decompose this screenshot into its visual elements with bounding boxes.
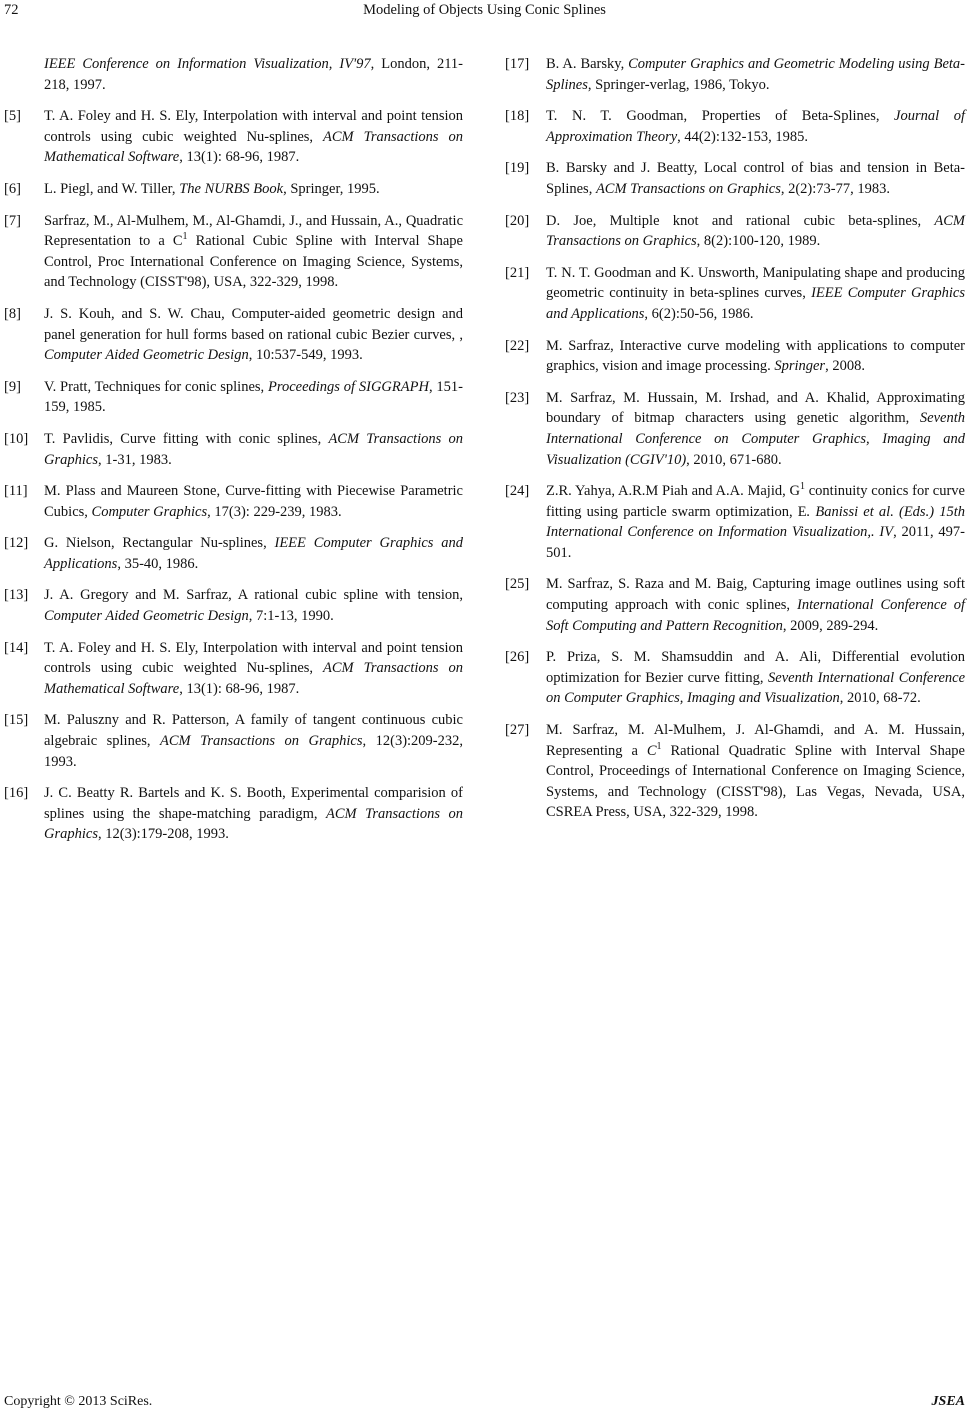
reference-text: , 12(3):179-208, 1993. [97,826,229,843]
reference-italic-text: . Banissi et al. (Eds.) 15th International Conference on Information Visualization,. IV [546,503,965,541]
reference-text: , 2008. [825,358,865,375]
reference-entry [0,481,463,522]
reference-text: M. Sarfraz, M. Hussain, M. Irshad, and A. Khalid, Approximating boundary of bitmap characters using genetic algorithm, [546,389,965,427]
reference-text: Z.R. Yahya, A.R.M Piah and A.A. Majid, G [546,483,800,500]
reference-text: , 10:537-549, 1993. [248,347,363,364]
reference-italic-text: C [646,742,657,759]
reference-text: M. Sarfraz, M. Al-Mulhem, J. Al-Ghamdi, and A. M. Hussain, Representing a [546,722,965,759]
reference-entry [505,388,965,470]
reference-number: [16] [4,785,29,802]
reference-entry [0,429,463,470]
reference-number: [5] [4,108,21,125]
reference-number: [11] [4,483,28,500]
reference-number: [6] [4,180,21,197]
reference-number: [8] [4,305,21,322]
reference-entry [505,158,965,199]
reference-number: [26] [505,649,530,666]
reference-text: , 2009, 289-294. [782,617,879,634]
reference-text: , London, 211-218, 1997. [44,56,463,93]
reference-text: , 2010, 68-72. [839,690,921,707]
reference-number: [15] [4,712,29,729]
reference-entry [0,638,463,700]
reference-number: [12] [4,535,29,552]
reference-number: [23] [505,389,530,406]
reference-entry [0,533,463,574]
superscript: 1 [799,481,805,493]
reference-number: [10] [4,430,29,447]
reference-entry [505,647,965,709]
running-title: Modeling of Objects Using Conic Splines [363,2,606,18]
reference-italic-text: Computer Aided Geometric Design [44,608,249,625]
reference-text: continuity conics for curve fitting using particle swarm optimization, E [546,483,965,520]
reference-text: M. Sarfraz, S. Raza and M. Baig, Capturing image outlines using soft computing approach with conic splines, [546,576,965,614]
reference-text: B. A. Barsky, [546,56,629,72]
reference-text: , Springer-verlag, 1986, Tokyo. [587,76,770,93]
reference-entry [505,481,965,563]
reference-italic-text: ACM Transactions on Graphics [44,805,463,843]
reference-italic-text: ACM Transactions on Graphics [160,733,363,750]
reference-text: T. N. T. Goodman and K. Unsworth, Manipulating shape and producing geometric continuity in beta-splines curves, [546,264,965,302]
reference-text: , Springer, 1995. [283,180,380,197]
reference-italic-text: ACM Transactions on Graphics [44,430,463,468]
reference-entry [505,336,965,377]
reference-italic-text: Computer Graphics and Geometric Modeling using Beta-Splines [546,56,965,93]
reference-number: [18] [505,108,530,125]
reference-entry [0,179,463,200]
copyright-notice: Copyright © 2013 SciRes. [4,1394,153,1409]
reference-italic-text: The NURBS Book [179,180,284,197]
reference-entry [505,211,965,252]
reference-italic-text: ACM Transactions on Mathematical Software [44,660,464,697]
reference-text: J. A. Gregory and M. Sarfraz, A rational cubic spline with tension, [44,587,463,604]
reference-entry [0,377,463,418]
reference-italic-text: Proceedings of SIGGRAPH [268,378,429,395]
reference-text: D. Joe, Multiple knot and rational cubic beta-splines, [546,212,935,229]
reference-entry [505,574,965,636]
reference-text: , 44(2):132-153, 1985. [677,128,809,145]
reference-number: [13] [4,587,29,604]
reference-italic-text: Computer Graphics [91,503,208,520]
reference-italic-text: International Conference of Soft Computing and Pattern Recognition [546,597,965,634]
reference-number: [24] [505,483,530,500]
reference-text: T. N. T. Goodman, Properties of Beta-Splines, [546,108,895,125]
reference-text: J. S. Kouh, and S. W. Chau, Computer-aided geometric design and panel generation for hull forms based on rational cubic Bezier curves, , [44,305,463,343]
reference-italic-text: Seventh International Conference on Computer Graphics, Imaging and Visualization (CGIV'10) [546,410,965,468]
reference-entry [505,106,965,147]
reference-entry [0,54,463,95]
journal-abbrev: JSEA [931,1394,965,1409]
reference-entry [0,710,463,772]
reference-text: M. Paluszny and R. Patterson, A family of tangent continuous cubic algebraic splines, [44,712,463,750]
superscript: 1 [182,231,188,243]
reference-text: Rational Cubic Spline with Interval Shape Control, Proc International Conference on Imaging Science, Systems, and Technology (CISST'98), USA, 322-329, 1998. [44,233,463,291]
reference-text: , 13(1): 68-96, 1987. [179,149,300,166]
reference-entry [505,54,965,95]
reference-entry [0,783,463,845]
reference-number: [14] [4,639,29,656]
reference-text: M. Plass and Maureen Stone, Curve-fitting with Piecewise Parametric Cubics, [44,483,463,520]
superscript: 1 [656,740,662,752]
reference-number: [25] [505,576,530,593]
reference-italic-text: Computer Aided Geometric Design [44,347,249,364]
reference-text: , 12(3):209-232, 1993. [44,733,464,770]
reference-text: Rational Quadratic Spline with Interval Shape Control, Proceedings of International Conference on Imaging Science, Systems, and Technology (CISST'98), Las Vegas, Nevada, USA, CSREA Press, USA, 322-329, 1998. [546,742,965,821]
reference-text: M. Sarfraz, Interactive curve modeling with applications to computer graphics, vision and image processing. [546,337,965,375]
reference-text: , 17(3): 229-239, 1983. [207,503,342,520]
reference-text: L. Piegl, and W. Tiller, [44,180,180,197]
reference-italic-text: Seventh International Conference on Computer Graphics, Imaging and Visualization [546,669,966,707]
reference-text: J. C. Beatty R. Bartels and K. S. Booth, Experimental comparision of splines using the shape-matching paradigm, [44,785,463,822]
reference-number: [9] [4,378,21,395]
reference-entry [0,585,463,626]
reference-text: B. Barsky and J. Beatty, Local control of bias and tension in Beta-Splines, [546,160,965,197]
reference-text: , 35-40, 1986. [117,555,199,572]
reference-text: , 13(1): 68-96, 1987. [179,680,300,697]
reference-number: [7] [4,212,21,229]
reference-text: , 6(2):50-56, 1986. [644,305,754,322]
reference-italic-text: IEEE Conference on Information Visualization, IV'97 [44,56,371,72]
reference-text: T. Pavlidis, Curve fitting with conic splines, [44,430,329,447]
reference-italic-text: IEEE Computer Graphics and Applications [44,535,463,572]
reference-entry [0,304,463,366]
reference-text: T. A. Foley and H. S. Ely, Interpolation with interval and point tension controls using cubic weighted Nu-splines, [44,639,463,677]
reference-text: Sarfraz, M., Al-Mulhem, M., Al-Ghamdi, J., and Hussain, A., Quadratic Representation to a C [44,212,463,250]
reference-italic-text: IEEE Computer Graphics and Applications [546,285,965,322]
reference-italic-text: ACM Transactions on Graphics [595,180,781,197]
reference-text: , 2010, 671-680. [686,451,782,468]
reference-text: P. Priza, S. M. Shamsuddin and A. Ali, Differential evolution optimization for Bezier curve fitting, [546,649,965,686]
reference-italic-text: ACM Transactions on Mathematical Software [44,128,464,166]
reference-number: [21] [505,264,530,281]
reference-entry [0,211,463,293]
reference-number: [22] [505,337,530,354]
reference-text: T. A. Foley and H. S. Ely, Interpolation with interval and point tension controls using cubic weighted Nu-splines, [44,108,463,145]
reference-text: , 151-159, 1985. [44,378,463,416]
reference-text: , 2011, 497-501. [546,524,965,561]
reference-italic-text: Springer [774,358,826,375]
page-number: 72 [4,2,19,18]
reference-text: , 7:1-13, 1990. [248,608,334,625]
reference-number: [20] [505,212,530,229]
references-right-column [505,54,965,834]
reference-entry [505,720,965,823]
reference-entry [0,106,463,168]
reference-text: , 2(2):73-77, 1983. [780,180,890,197]
reference-number: [19] [505,160,530,177]
references-left-column [0,54,463,856]
reference-number: [17] [505,56,530,72]
reference-entry [505,263,965,325]
reference-number: [27] [505,722,530,739]
reference-text: , 8(2):100-120, 1989. [696,233,821,250]
reference-text: , 1-31, 1983. [97,451,172,468]
reference-italic-text: Journal of Approximation Theory [546,108,966,145]
reference-italic-text: ACM Transactions on Graphics [546,212,965,250]
reference-text: V. Pratt, Techniques for conic splines, [44,378,268,395]
reference-text: G. Nielson, Rectangular Nu-splines, [44,535,275,552]
